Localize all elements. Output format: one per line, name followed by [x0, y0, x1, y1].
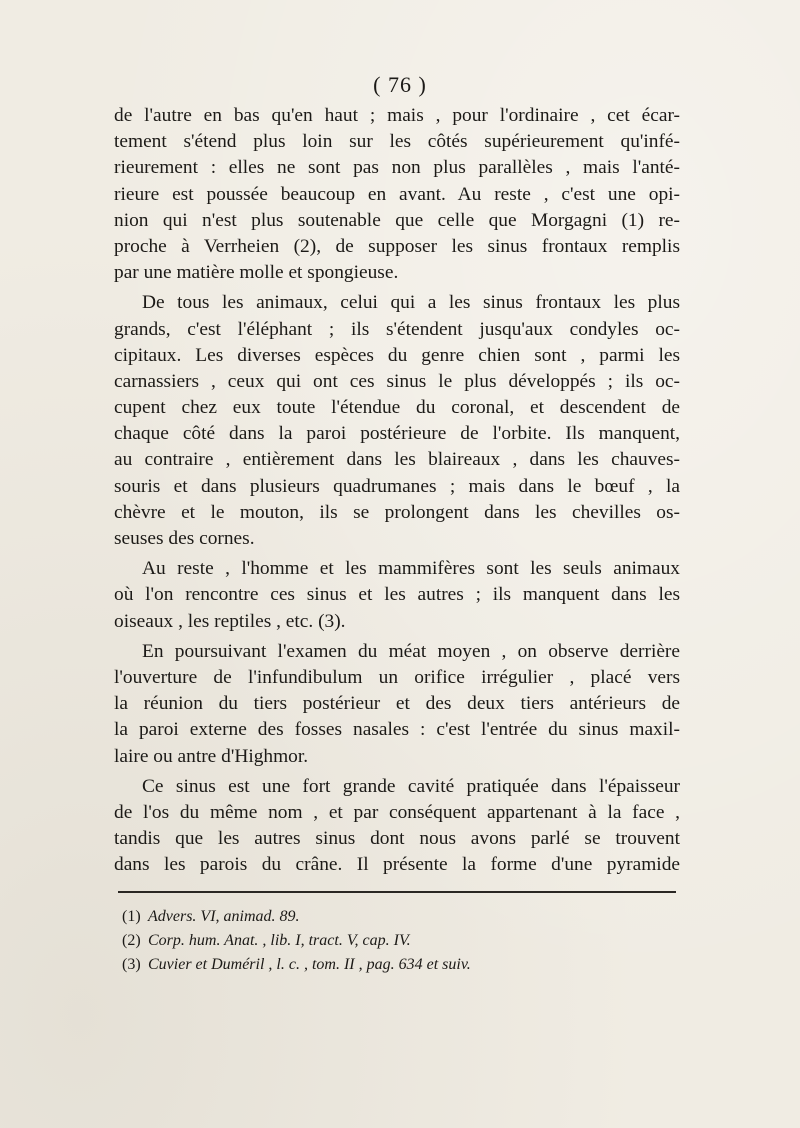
text-line: rieure est poussée beaucoup en avant. Au reste , c'est une opi- — [114, 183, 680, 205]
text-line: proche à Verrheien (2), de supposer les sinus frontaux remplis — [114, 235, 680, 257]
text-line: dans les parois du crâne. Il présente la forme d'une pyramide — [114, 854, 680, 876]
text-line: En poursuivant l'examen du méat moyen , on observe derrière — [142, 640, 680, 662]
footnote — [122, 929, 662, 953]
text-line: de l'os du même nom , et par conséquent appartenant à la face , — [114, 801, 680, 823]
text-line: De tous les animaux, celui qui a les sinus frontaux les plus — [142, 292, 680, 314]
page-number: ( 76 ) — [373, 72, 427, 97]
text-line: la réunion du tiers postérieur et des deux tiers antérieurs de — [114, 693, 680, 715]
footnote-text: Corp. hum. Anat. , lib. I, tract. V, cap. IV. — [148, 932, 411, 949]
text-line: chèvre et le mouton, ils se prolongent dans les chevilles os- — [114, 501, 680, 523]
text-line: tandis que les autres sinus dont nous avons parlé se trouvent — [114, 828, 680, 850]
text-line: Au reste , l'homme et les mammifères sont les seuls animaux — [142, 558, 680, 580]
text-line: seuses des cornes. — [114, 528, 255, 549]
footnote-text: Cuvier et Duméril , l. c. , tom. II , pag. 634 et suiv. — [148, 956, 471, 973]
footnotes — [122, 905, 662, 977]
text-line: oiseaux , les reptiles , etc. (3). — [114, 610, 346, 632]
footnote-number: (2) — [122, 932, 141, 949]
text-line: souris et dans plusieurs quadrumanes ; mais dans le bœuf , la — [114, 475, 680, 497]
footnote-text: Advers. VI, animad. 89. — [148, 908, 300, 925]
text-line: par une matière molle et spongieuse. — [114, 262, 399, 284]
footnote — [122, 905, 662, 929]
body-text — [114, 103, 680, 878]
footnote-number: (1) — [122, 908, 141, 925]
text-line: tement s'étend plus loin sur les côtés supérieurement qu'infé- — [114, 131, 680, 153]
text-line: rieurement : elles ne sont pas non plus parallèles , mais l'anté- — [114, 157, 680, 179]
footnote-number: (3) — [122, 956, 141, 973]
text-line: carnassiers , ceux qui ont ces sinus le plus développés ; ils oc- — [114, 370, 680, 392]
text-line: chaque côté dans la paroi postérieure de l'orbite. Ils manquent, — [114, 423, 680, 445]
text-line: cupent chez eux toute l'étendue du coronal, et descendent de — [114, 397, 680, 419]
text-line: laire ou antre d'Highmor. — [114, 745, 309, 767]
text-line: au contraire , entièrement dans les blaireaux , dans les chauves- — [114, 449, 680, 471]
text-line: de l'autre en bas qu'en haut ; mais , pour l'ordinaire , cet écar- — [114, 105, 680, 126]
footnote-rule — [118, 891, 676, 893]
text-line: cipitaux. Les diverses espèces du genre chien sont , parmi les — [114, 344, 680, 366]
text-line: l'ouverture de l'infundibulum un orifice irrégulier , placé vers — [114, 666, 680, 688]
text-line: Ce sinus est une fort grande cavité pratiquée dans l'épaisseur — [142, 775, 680, 797]
text-line: la paroi externe des fosses nasales : c'est l'entrée du sinus maxil- — [114, 719, 680, 741]
text-line: où l'on rencontre ces sinus et les autres ; ils manquent dans les — [114, 584, 680, 606]
footnote — [122, 953, 662, 977]
text-line: grands, c'est l'éléphant ; ils s'étendent jusqu'aux condyles oc- — [114, 318, 680, 340]
text-line: nion qui n'est plus soutenable que celle que Morgagni (1) re- — [114, 209, 680, 231]
